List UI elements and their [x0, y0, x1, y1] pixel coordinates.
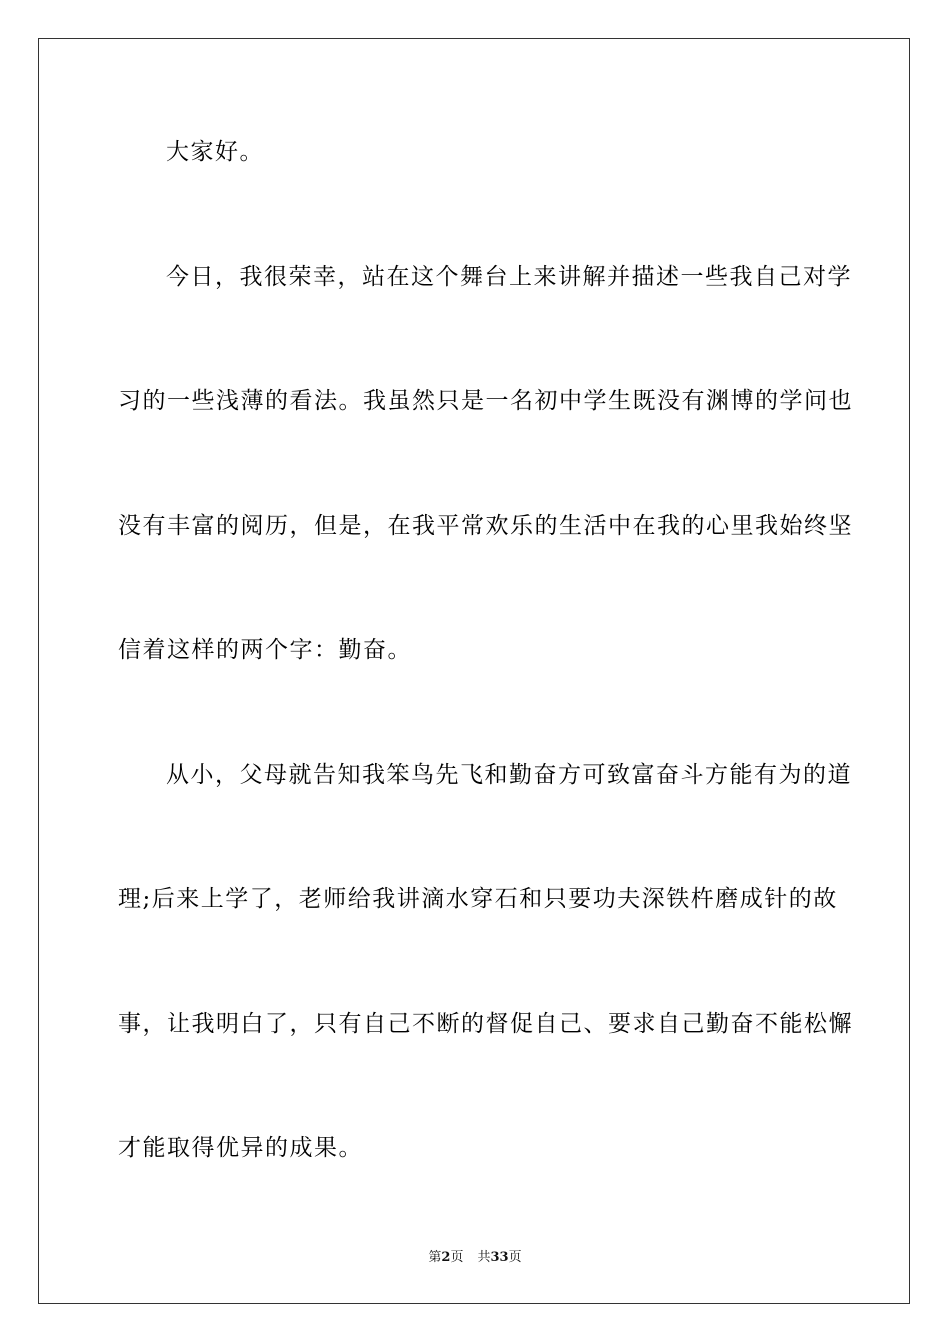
paragraph-line: 从小，父母就告知我笨鸟先飞和勤奋方可致富奋斗方能有为的道 — [166, 762, 852, 788]
total-suffix: 页 — [508, 1250, 522, 1265]
page-suffix: 页 — [450, 1250, 464, 1265]
paragraph-line: 理;后来上学了，老师给我讲滴水穿石和只要功夫深铁杵磨成针的故 — [118, 886, 838, 912]
page-border — [38, 38, 910, 1304]
paragraph-line: 大家好。 — [166, 139, 264, 165]
paragraph-line: 才能取得优异的成果。 — [118, 1135, 363, 1161]
paragraph-line: 事，让我明白了，只有自己不断的督促自己、要求自己勤奋不能松懈 — [118, 1011, 853, 1037]
paragraph-line: 今日，我很荣幸，站在这个舞台上来讲解并描述一些我自己对学 — [166, 264, 852, 290]
paragraph-line: 信着这样的两个字：勤奋。 — [118, 637, 412, 663]
page-footer — [0, 1249, 950, 1267]
page-total: 33 — [490, 1250, 509, 1265]
page-number: 2 — [441, 1250, 451, 1265]
total-prefix: 共 — [477, 1250, 491, 1265]
paragraph-line: 没有丰富的阅历，但是，在我平常欢乐的生活中在我的心里我始终坚 — [118, 513, 853, 539]
page-prefix: 第 — [428, 1250, 442, 1265]
paragraph-line: 习的一些浅薄的看法。我虽然只是一名初中学生既没有渊博的学问也 — [118, 388, 853, 414]
